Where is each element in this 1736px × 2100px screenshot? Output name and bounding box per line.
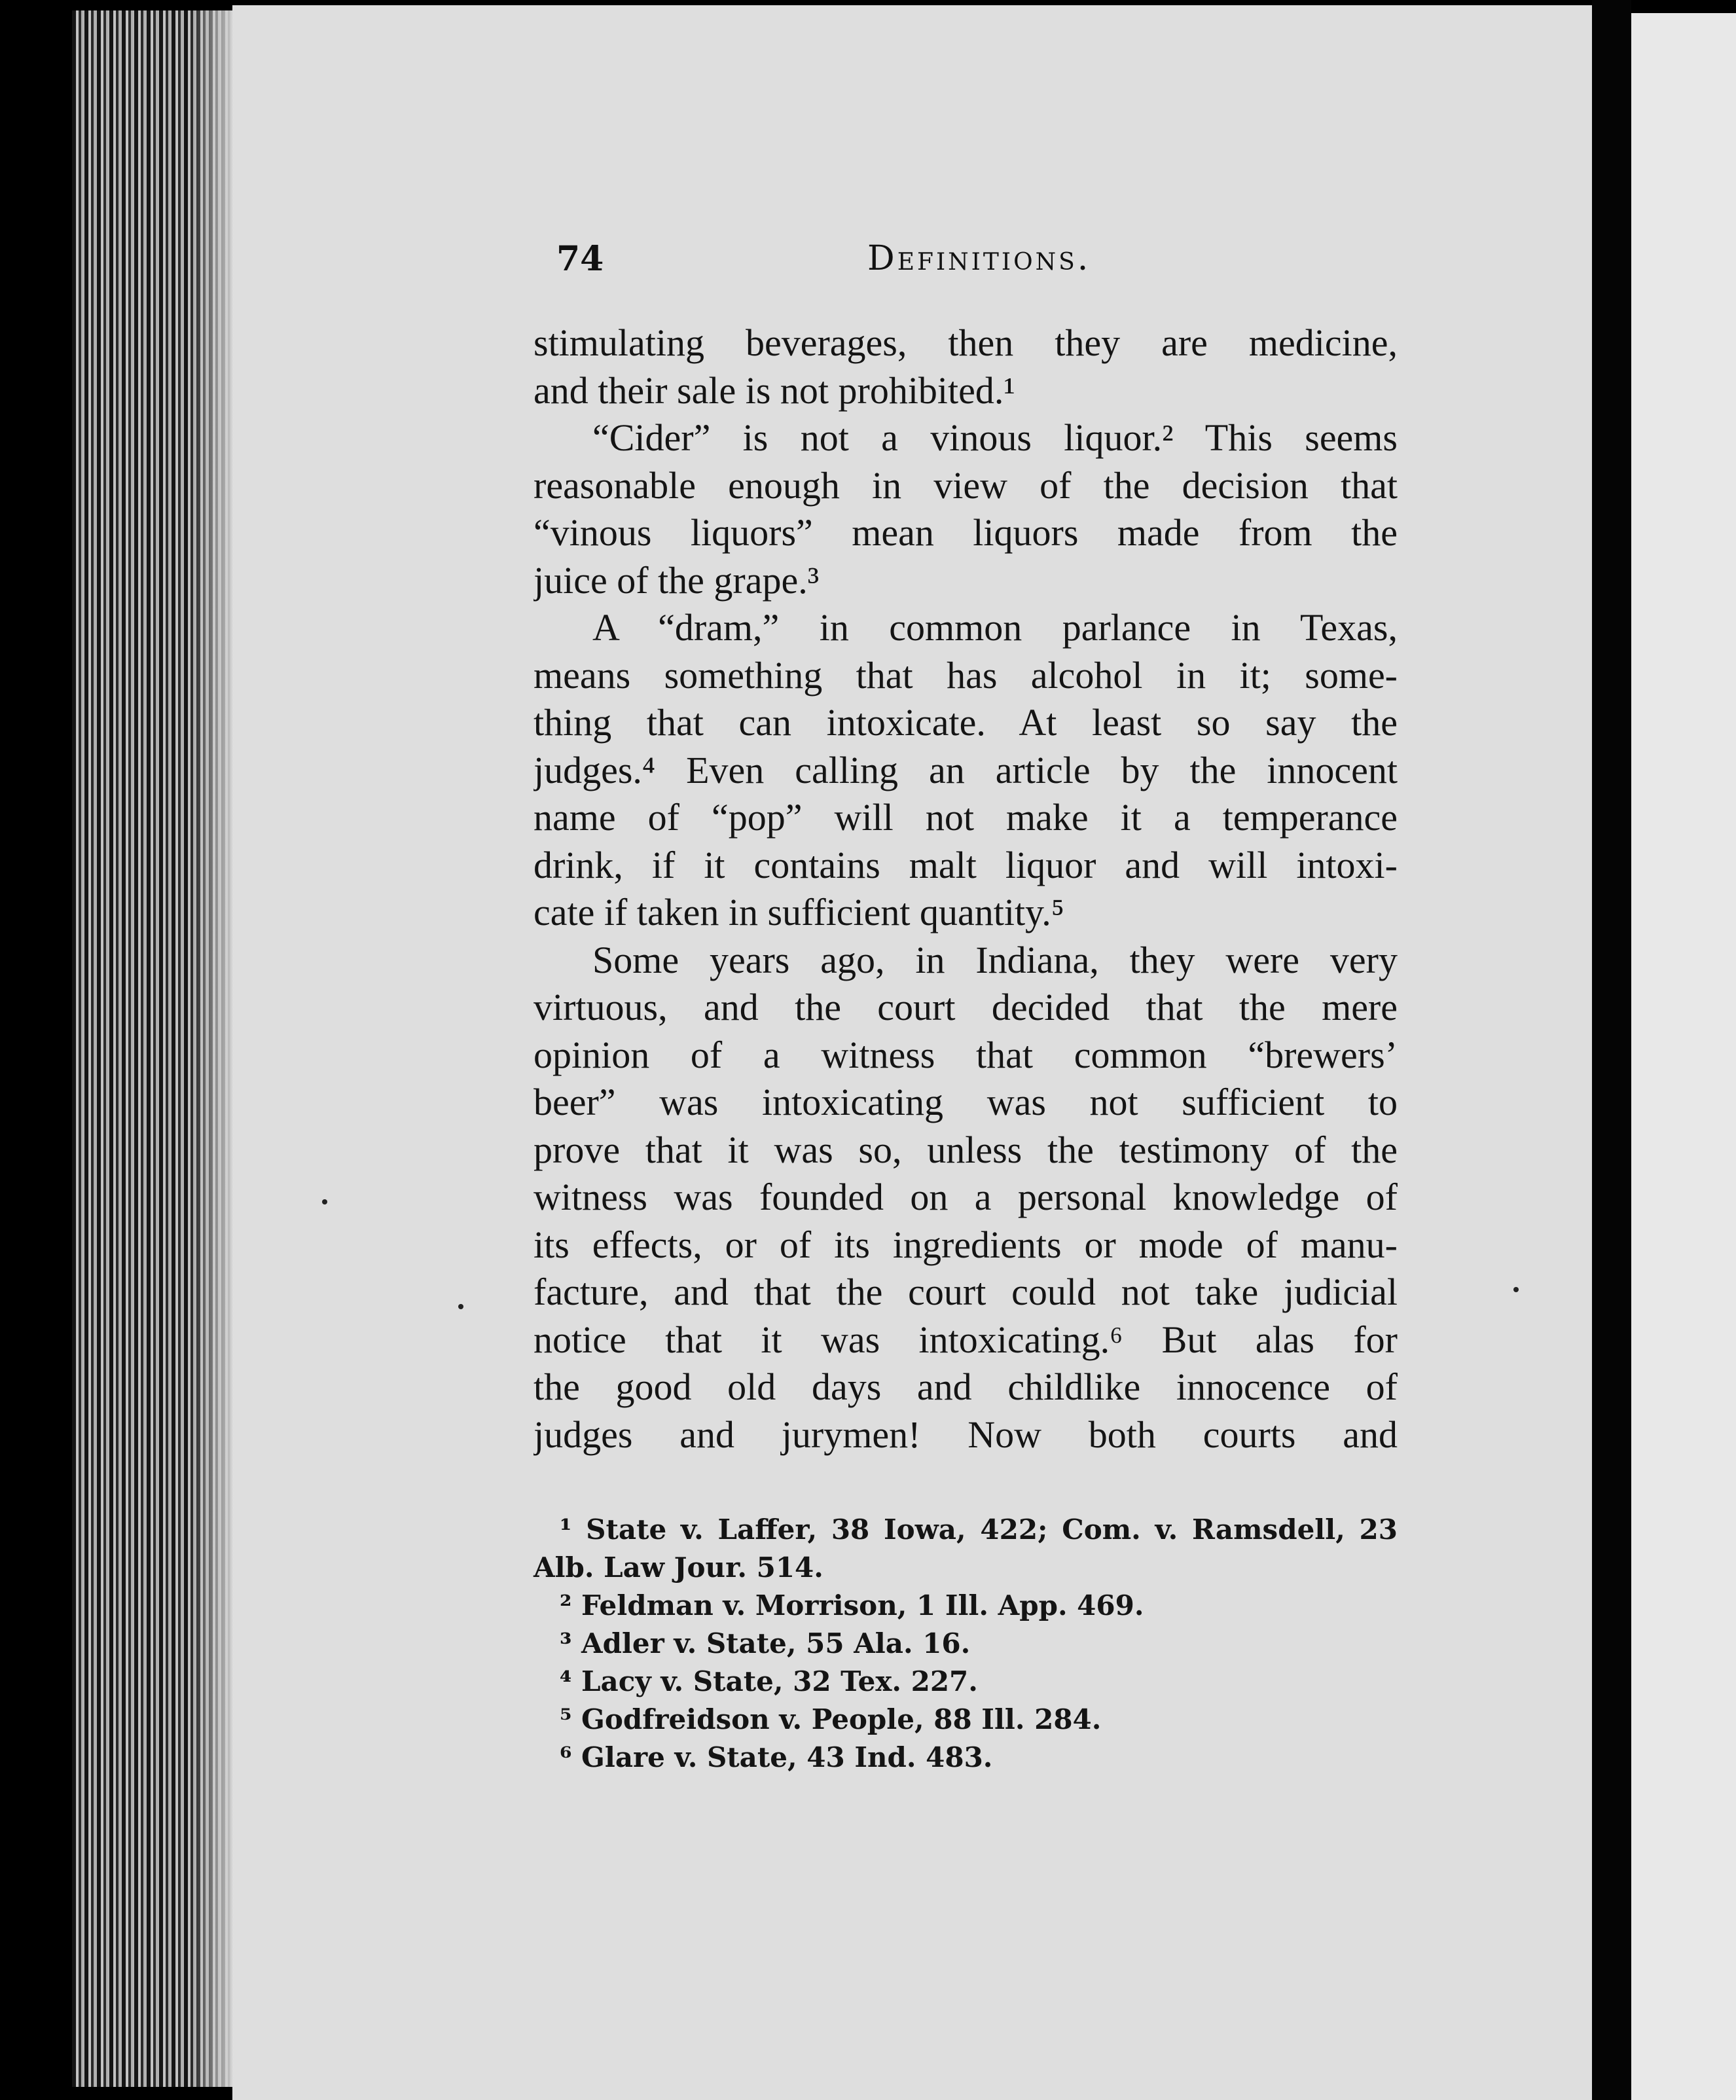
body-line: stimulating beverages, then they are medicine, [533,321,1398,364]
footnote: ⁵ Godfreidson v. People, 88 Ill. 284. [560,1703,1102,1735]
body-line: “Cider” is not a vinous liquor.² This seems [592,416,1398,459]
body-line: virtuous, and the court decided that the mere [533,986,1398,1028]
body-line: cate if taken in sufficient quantity.⁵ [533,891,1065,933]
footnote: ⁶ Glare v. State, 43 Ind. 483. [560,1741,993,1773]
facing-page-edge [1631,13,1736,2100]
body-line: judges and jurymen! Now both courts and [533,1413,1398,1456]
body-line: reasonable enough in view of the decision that [533,463,1398,507]
body-line: and their sale is not prohibited.¹ [533,369,1015,412]
scan-speck [1513,1287,1519,1292]
body-line: prove that it was so, unless the testimony of the [533,1128,1398,1171]
book-gutter [1592,0,1631,2100]
body-line: Some years ago, in Indiana, they were very [592,938,1398,981]
body-line: witness was founded on a personal knowledge of [533,1176,1398,1218]
body-line: juice of the grape.³ [533,558,820,602]
body-line: judges.⁴ Even calling an article by the innocent [533,748,1398,791]
page-header [556,239,1407,291]
body-line: drink, if it contains malt liquor and will intoxi- [533,843,1398,886]
body-line: beer” was intoxicating was not sufficient to [533,1081,1398,1123]
body-line: means something that has alcohol in it; some- [533,653,1398,697]
running-head: Definitions. [867,239,1091,278]
body-text [533,319,1398,1458]
body-line: opinion of a witness that common “brewers’ [533,1033,1398,1076]
footnotes [533,1511,1398,1777]
page-number: 74 [556,239,604,279]
page-edge-shadow [196,10,236,2087]
body-line: “vinous liquors” mean liquors made from the [533,511,1398,554]
footnote: ⁴ Lacy v. State, 32 Tex. 227. [560,1665,978,1697]
body-line: its effects, or of its ingredients or mode of manu- [533,1223,1398,1266]
body-line: name of “pop” will not make it a temperance [533,796,1398,839]
scan-speck [322,1199,327,1204]
body-line: facture, and that the court could not take judicial [533,1271,1398,1313]
footnote: ² Feldman v. Morrison, 1 Ill. App. 469. [560,1589,1144,1621]
body-line: thing that can intoxicate. At least so say the [533,701,1398,744]
footnote: Alb. Law Jour. 514. [533,1551,823,1584]
footnote: ¹ State v. Laffer, 38 Iowa, 422; Com. v. Ramsdell, 23 [560,1513,1398,1546]
footnote: ³ Adler v. State, 55 Ala. 16. [560,1627,971,1659]
body-line: A “dram,” in common parlance in Texas, [592,606,1398,649]
body-line: notice that it was intoxicating.⁶ But alas for [533,1318,1398,1361]
body-line: the good old days and childlike innocence of [533,1366,1398,1408]
scan-speck [458,1304,463,1309]
